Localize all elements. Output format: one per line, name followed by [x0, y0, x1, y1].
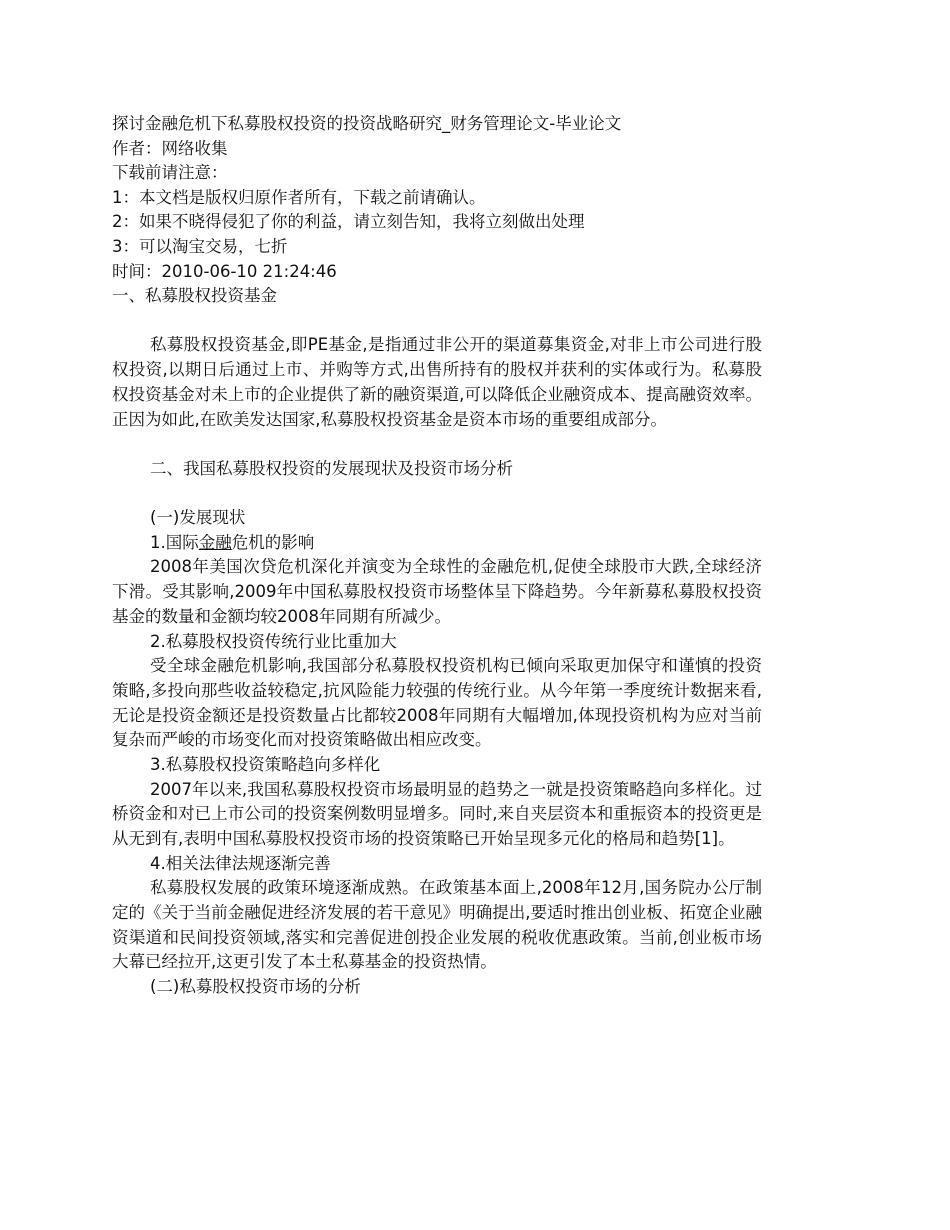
notice-item: 3：可以淘宝交易，七折	[112, 236, 288, 256]
document-title: 探讨金融危机下私募股权投资的投资战略研究_财务管理论文-毕业论文	[112, 114, 622, 133]
timestamp-line: 时间：2010-06-10 21:24:46	[112, 261, 337, 281]
item-heading: 4.相关法律法规逐渐完善	[150, 853, 331, 873]
link-finance[interactable]: 金融	[198, 532, 232, 552]
section-heading: 一、私募股权投资基金	[112, 286, 277, 306]
notice-item: 1：本文档是版权归原作者所有，下载之前请确认。	[112, 187, 486, 207]
notice-heading: 下载前请注意：	[112, 163, 228, 183]
paragraph: 2007年以来,我国私募股权投资市场最明显的趋势之一就是投资策略趋向多样化。过桥资金和对已上市公司的投资案例数明显增多。同时,来自夹层资本和重振资本的投资更是从无到有,表明中国私募股权投资市场的投资策略已开始呈现多元化的格局和趋势[1]。	[112, 779, 762, 848]
item-heading: 3.私募股权投资策略趋向多样化	[150, 754, 381, 774]
author-line: 作者：网络收集	[112, 138, 228, 158]
paragraph: 私募股权发展的政策环境逐渐成熟。在政策基本面上,2008年12月,国务院办公厅制定的《关于当前金融促进经济发展的若干意见》明确提出,要适时推出创业板、拓宽企业融资渠道和民间投资领域,落实和完善促进创投企业发展的税收优惠政策。当前,创业板市场大幕已经拉开,这更引发了本土私募基金的投资热情。	[112, 878, 762, 972]
item-heading-prefix: 1.国际	[150, 532, 199, 552]
paragraph: 2008年美国次贷危机深化并演变为全球性的金融危机,促使全球股市大跌,全球经济下滑。受其影响,2009年中国私募股权投资市场整体呈下降趋势。今年新募私募股权投资基金的数量和金额均较2008年同期有所减少。	[112, 557, 762, 626]
paragraph: 受全球金融危机影响,我国部分私募股权投资机构已倾向采取更加保守和谨慎的投资策略,多投向那些收益较稳定,抗风险能力较强的传统行业。从今年第一季度统计数据来看,无论是投资金额还是投资数量占比都较2008年同期有大幅增加,体现投资机构为应对当前复杂而严峻的市场变化而对投资策略做出相应改变。	[112, 656, 762, 750]
document-page	[112, 112, 762, 1000]
item-heading: 2.私募股权投资传统行业比重加大	[150, 631, 397, 651]
paragraph: 私募股权投资基金,即PE基金,是指通过非公开的渠道募集资金,对非上市公司进行股权投资,以期日后通过上市、并购等方式,出售所持有的股权并获利的实体或行为。私募股权投资基金对未上市的企业提供了新的融资渠道,可以降低企业融资成本、提高融资效率。正因为如此,在欧美发达国家,私募股权投资基金是资本市场的重要组成部分。	[112, 335, 762, 429]
subsection-heading: (一)发展现状	[150, 508, 246, 528]
item-heading	[112, 531, 762, 556]
item-heading-suffix: 危机的影响	[231, 532, 315, 552]
notice-item: 2：如果不晓得侵犯了你的利益，请立刻告知，我将立刻做出处理	[112, 212, 585, 232]
subsection-heading: (二)私募股权投资市场的分析	[150, 977, 361, 997]
section-heading: 二、我国私募股权投资的发展现状及投资市场分析	[150, 458, 513, 478]
